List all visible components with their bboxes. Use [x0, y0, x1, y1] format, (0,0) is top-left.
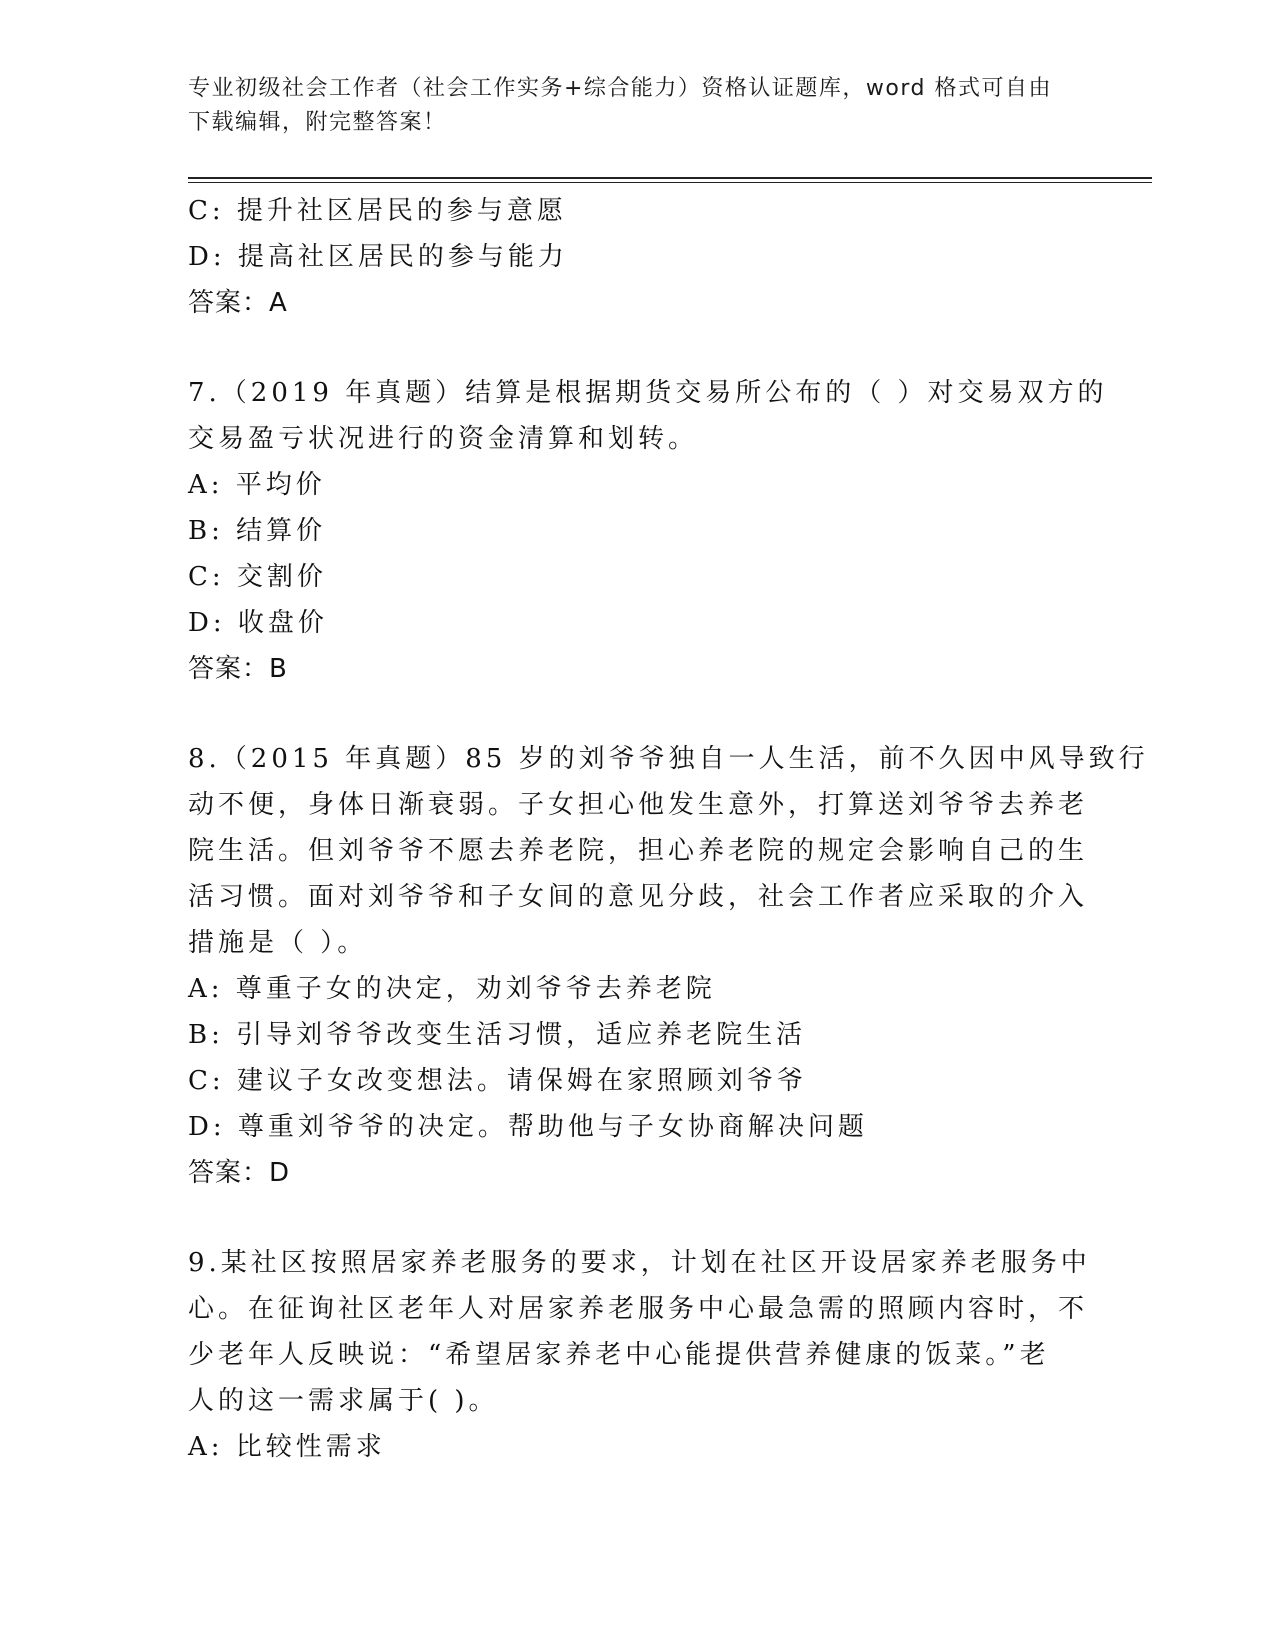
- question-stem-line: 心。在征询社区老年人对居家养老服务中心最急需的照顾内容时，不: [188, 1294, 1089, 1324]
- option-a: A: 比较性需求: [188, 1432, 386, 1462]
- option-b: B: 引导刘爷爷改变生活习惯，适应养老院生活: [188, 1020, 807, 1050]
- question-7: [188, 370, 1108, 692]
- option-a: A: 平均价: [188, 470, 326, 500]
- question-8: [188, 736, 1149, 1196]
- question-stem-line: 动不便，身体日渐衰弱。子女担心他发生意外，打算送刘爷爷去养老: [188, 790, 1089, 820]
- option-c: C: 交割价: [188, 562, 327, 592]
- question-stem-line: 交易盈亏状况进行的资金清算和划转。: [188, 424, 699, 454]
- header-divider-thick: [188, 177, 1152, 179]
- spacer: [188, 1196, 1088, 1240]
- question-9: [188, 1240, 1091, 1470]
- page-header: [188, 72, 1088, 140]
- option-d: D: 提高社区居民的参与能力: [188, 242, 568, 272]
- question-stem-line: 少老年人反映说：“希望居家养老中心能提供营养健康的饭菜。”老: [188, 1340, 1050, 1370]
- option-c: C: 建议子女改变想法。请保姆在家照顾刘爷爷: [188, 1066, 807, 1096]
- option-d: D: 尊重刘爷爷的决定。帮助他与子女协商解决问题: [188, 1112, 868, 1142]
- header-line-1: 专业初级社会工作者（社会工作实务+综合能力）资格认证题库，word 格式可自由: [188, 76, 1053, 101]
- answer: 答案：A: [188, 288, 288, 318]
- option-c: C: 提升社区居民的参与意愿: [188, 196, 567, 226]
- question-stem-line: 9.某社区按照居家养老服务的要求，计划在社区开设居家养老服务中: [188, 1248, 1091, 1278]
- header-divider-thin: [188, 182, 1152, 183]
- question-stem-line: 8.（2015 年真题）85 岁的刘爷爷独自一人生活，前不久因中风导致行: [188, 744, 1149, 774]
- answer: 答案：D: [188, 1158, 291, 1188]
- document-body: [188, 188, 1149, 1470]
- question-stem-line: 人的这一需求属于( )。: [188, 1386, 499, 1416]
- question-stem-line: 7.（2019 年真题）结算是根据期货交易所公布的（ ）对交易双方的: [188, 378, 1108, 408]
- option-d: D: 收盘价: [188, 608, 328, 638]
- option-b: B: 结算价: [188, 516, 327, 546]
- question-6: [188, 188, 1088, 326]
- question-stem-line: 院生活。但刘爷爷不愿去养老院，担心养老院的规定会影响自己的生: [188, 836, 1089, 866]
- question-stem-line: 活习惯。面对刘爷爷和子女间的意见分歧，社会工作者应采取的介入: [188, 882, 1089, 912]
- answer: 答案：B: [188, 654, 288, 684]
- question-stem-line: 措施是（ ）。: [188, 928, 368, 958]
- spacer: [188, 326, 1088, 370]
- option-a: A: 尊重子女的决定，劝刘爷爷去养老院: [188, 974, 716, 1004]
- header-line-2: 下载编辑，附完整答案！: [188, 110, 447, 135]
- spacer: [188, 692, 1088, 736]
